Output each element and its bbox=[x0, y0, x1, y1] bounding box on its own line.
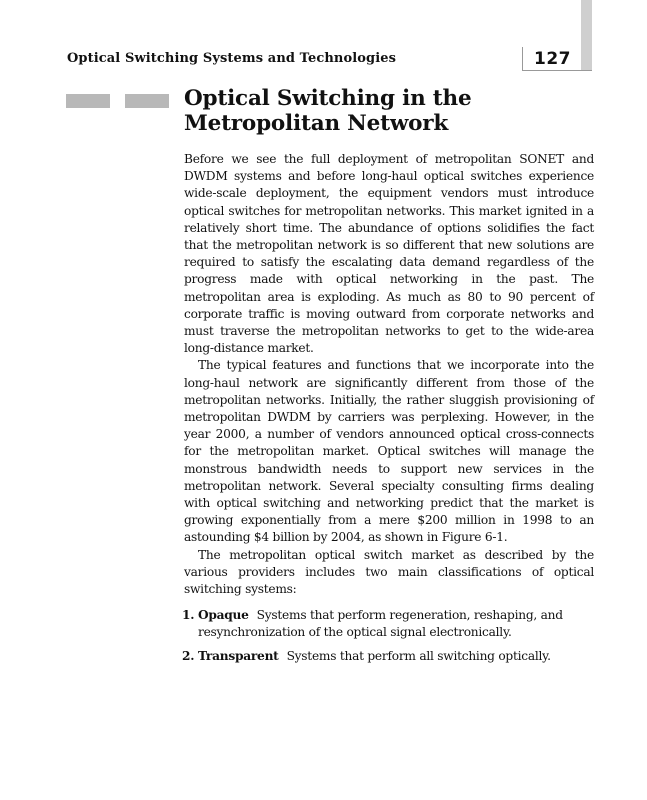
page-edge-tab bbox=[581, 0, 592, 71]
running-head: Optical Switching Systems and Technologies bbox=[67, 51, 397, 66]
section-title-line: Metropolitan Network bbox=[184, 110, 449, 136]
list-item-description: Systems that perform regeneration, reshaping, and resynchronization of the optical signal electronically. bbox=[198, 608, 563, 640]
section-marker-block bbox=[125, 94, 169, 108]
page-number: 127 bbox=[534, 49, 571, 69]
list-item-term: Opaque bbox=[198, 608, 249, 623]
section-marker-block bbox=[66, 94, 110, 108]
classification-list bbox=[184, 607, 594, 665]
page-number-rule-vertical bbox=[522, 47, 523, 71]
list-item bbox=[184, 648, 594, 665]
list-item-term: Transparent bbox=[198, 648, 279, 663]
paragraph: The typical features and functions that we incorporate into the long-haul network are significantly different from those of the metropolitan networks. Initially, the rather sluggish provisioning of metropolitan DWDM by carriers was perplexing. However, in the year 2000, a number of vendors announced optical cross-connects for the metropolitan market. Optical switches will manage the monstrous bandwidth needs to support new services in the metropolitan network. Several specialty consulting firms dealing with optical switching and networking predict that the market is growing exponentially from a mere $200 million in 1998 to an astounding $4 billion by 2004, as shown in Figure 6-1. bbox=[184, 358, 594, 545]
list-item-description: Systems that perform all switching optically. bbox=[286, 648, 551, 663]
paragraph: Before we see the full deployment of metropolitan SONET and DWDM systems and before long-haul optical switches experience wide-scale deployment, the equipment vendors must introduce optical switches for metropolitan networks. This market ignited in a relatively short time. The abundance of options solidifies the fact that the metropolitan network is so different that new solutions are required to satisfy the escalating data demand regardless of the progress made with optical networking in the past. The metropolitan area is exploding. As much as 80 to 90 percent of corporate traffic is moving outward from corporate networks and must traverse the metropolitan networks to get to the wide-area long-distance market. bbox=[184, 152, 594, 356]
section-title bbox=[184, 87, 584, 136]
list-item-number: 1. bbox=[182, 608, 195, 623]
section-body bbox=[184, 151, 594, 671]
list-item-number: 2. bbox=[182, 648, 195, 663]
section-title-line: Optical Switching in the bbox=[184, 86, 472, 111]
list-item bbox=[184, 607, 594, 641]
paragraph: The metropolitan optical switch market as described by the various providers includes two main classifications of optical switching systems: bbox=[184, 547, 594, 597]
page-number-rule-horizontal bbox=[522, 70, 592, 71]
